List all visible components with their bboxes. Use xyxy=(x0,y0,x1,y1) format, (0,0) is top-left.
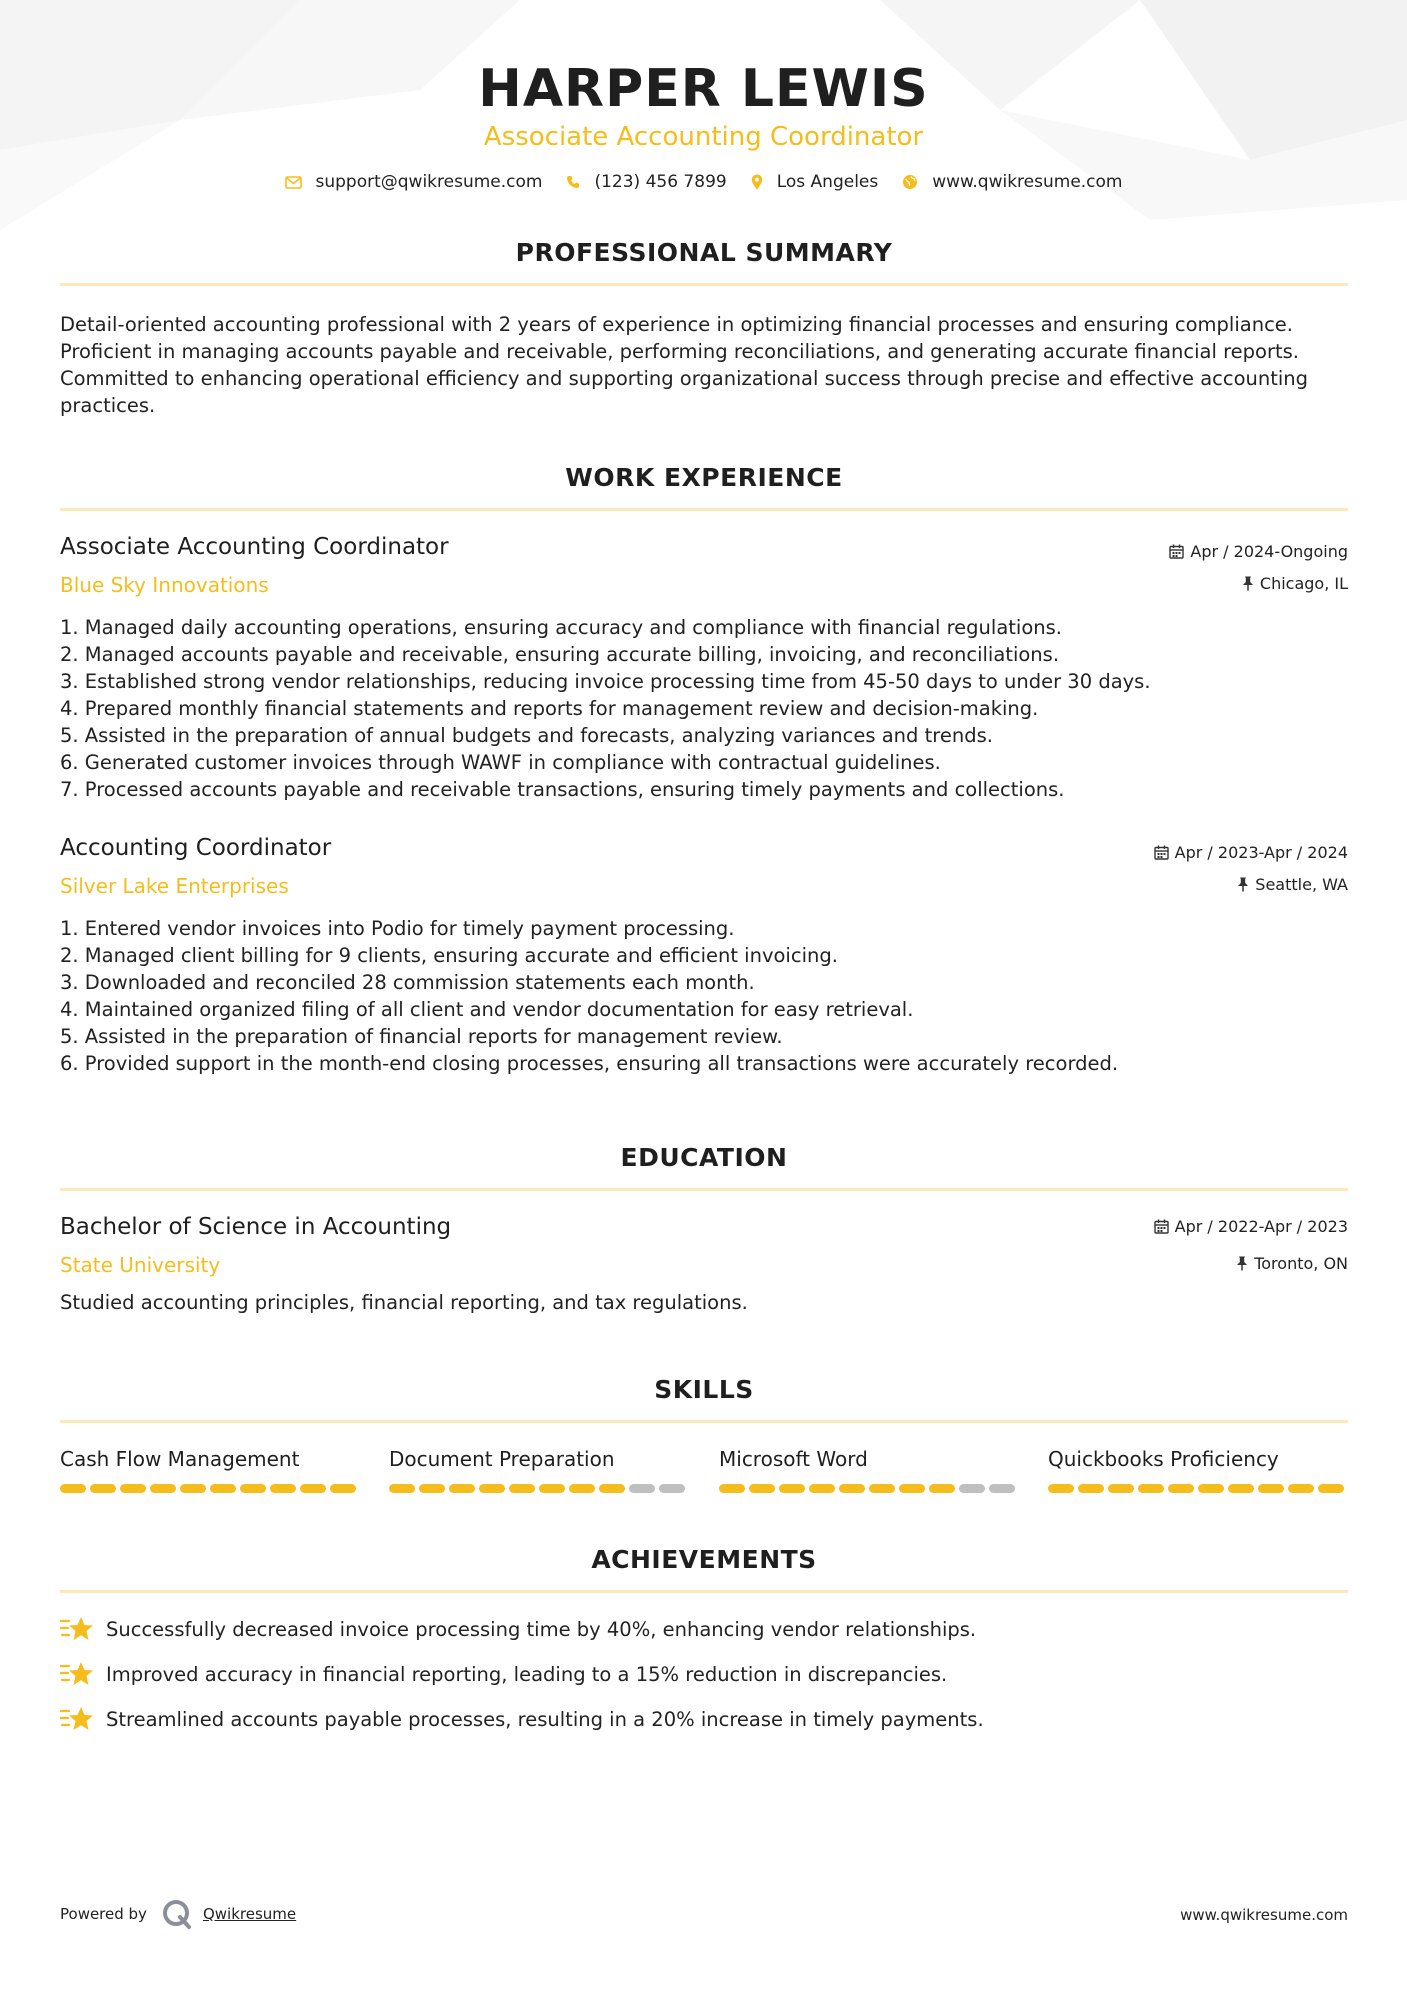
skill-segment-filled xyxy=(479,1484,505,1493)
skill-name: Quickbooks Proficiency xyxy=(1048,1447,1279,1471)
job-company: Silver Lake Enterprises xyxy=(60,874,289,898)
contact-bar xyxy=(0,172,1407,192)
list-item: 1. Managed daily accounting operations, ensuring accuracy and compliance with financial regulations. xyxy=(60,616,1062,639)
list-item: 3. Downloaded and reconciled 28 commission statements each month. xyxy=(60,971,755,994)
job-location-text: Chicago, IL xyxy=(1259,574,1348,593)
list-item: 2. Managed accounts payable and receivable, ensuring accurate billing, invoicing, and reconciliations. xyxy=(60,643,1060,666)
pushpin-icon xyxy=(1237,877,1249,892)
summary-divider xyxy=(60,283,1348,286)
job-dates-text: Apr / 2024-Ongoing xyxy=(1190,542,1348,561)
skill-segment-filled xyxy=(180,1484,206,1493)
skill-segment-filled xyxy=(569,1484,595,1493)
skill-level-bar xyxy=(60,1484,360,1493)
skill-segment-filled xyxy=(240,1484,266,1493)
skills-section-title: SKILLS xyxy=(654,1375,754,1404)
skill-segment-filled xyxy=(449,1484,475,1493)
contact-email-text: support@qwikresume.com xyxy=(315,172,543,192)
achievement-item xyxy=(60,1660,947,1688)
list-item: 3. Established strong vendor relationships, reducing invoice processing time from 45-50 days to under 30 days. xyxy=(60,670,1151,693)
skill-segment-filled xyxy=(1108,1484,1134,1493)
qwikresume-logo-icon xyxy=(161,1898,193,1930)
skill-segment-filled xyxy=(1078,1484,1104,1493)
skill-level-bar xyxy=(1048,1484,1348,1493)
star-achievement-icon xyxy=(60,1705,94,1733)
achievements-divider xyxy=(60,1590,1348,1593)
achievements-section-title: ACHIEVEMENTS xyxy=(591,1545,817,1574)
education-degree: Bachelor of Science in Accounting xyxy=(60,1214,452,1240)
contact-website[interactable] xyxy=(902,172,1122,192)
skill-segment-filled xyxy=(300,1484,326,1493)
globe-icon xyxy=(902,174,918,190)
list-item: 4. Prepared monthly financial statements and reports for management review and decision-making. xyxy=(60,697,1039,720)
skill-segment-filled xyxy=(150,1484,176,1493)
education-location xyxy=(1236,1254,1348,1273)
skill-segment-filled xyxy=(1198,1484,1224,1493)
calendar-icon xyxy=(1154,845,1169,860)
calendar-icon xyxy=(1169,544,1184,559)
skill-segment-filled xyxy=(839,1484,865,1493)
skill-name: Microsoft Word xyxy=(719,1447,868,1471)
job-location-text: Seattle, WA xyxy=(1255,875,1348,894)
skill-segment-filled xyxy=(120,1484,146,1493)
job-responsibilities xyxy=(60,614,1350,803)
education-school: State University xyxy=(60,1253,221,1277)
skill-item xyxy=(60,1445,360,1493)
star-achievement-icon xyxy=(60,1660,94,1688)
summary-section-title: PROFESSIONAL SUMMARY xyxy=(515,238,893,267)
skill-segment-filled xyxy=(389,1484,415,1493)
skill-level-bar xyxy=(719,1484,1019,1493)
job-responsibilities xyxy=(60,915,1350,1077)
summary-text: Detail-oriented accounting professional with 2 years of experience in optimizing financial processes and ensuring compliance. Proficient in managing accounts payable and receivable, performing reconciliations, and generating accurate financial reports. Committed to enhancing operational efficiency and supporting organizational success through precise and effective accounting practices. xyxy=(60,313,1309,417)
achievement-item xyxy=(60,1615,976,1643)
achievement-text: Improved accuracy in financial reporting, leading to a 15% reduction in discrepancies. xyxy=(106,1662,948,1686)
skills-divider xyxy=(60,1420,1348,1423)
skill-segment-filled xyxy=(419,1484,445,1493)
candidate-role: Associate Accounting Coordinator xyxy=(483,122,924,152)
skill-segment-filled xyxy=(330,1484,356,1493)
skill-segment-filled xyxy=(509,1484,535,1493)
achievement-text: Successfully decreased invoice processing time by 40%, enhancing vendor relationships. xyxy=(106,1617,977,1641)
skill-segment-filled xyxy=(929,1484,955,1493)
skill-item xyxy=(389,1445,689,1493)
list-item: 1. Entered vendor invoices into Podio for timely payment processing. xyxy=(60,917,735,940)
contact-phone[interactable] xyxy=(566,172,726,192)
skill-item xyxy=(1048,1445,1348,1493)
skill-name: Cash Flow Management xyxy=(60,1447,300,1471)
pushpin-icon xyxy=(1242,576,1254,591)
skill-item xyxy=(719,1445,1019,1493)
phone-icon xyxy=(566,175,580,189)
job-title: Accounting Coordinator xyxy=(60,835,332,861)
contact-location xyxy=(751,172,879,192)
skill-segment-filled xyxy=(539,1484,565,1493)
education-dates xyxy=(1154,1217,1348,1236)
skill-segment-filled xyxy=(1048,1484,1074,1493)
skill-segment-filled xyxy=(599,1484,625,1493)
map-pin-icon xyxy=(751,174,763,190)
list-item: 4. Maintained organized filing of all client and vendor documentation for easy retrieval. xyxy=(60,998,914,1021)
skill-segment-filled xyxy=(899,1484,925,1493)
contact-email[interactable] xyxy=(285,172,543,192)
skill-segment-filled xyxy=(809,1484,835,1493)
calendar-icon xyxy=(1154,1219,1169,1234)
star-achievement-icon xyxy=(60,1615,94,1643)
job-dates xyxy=(1154,843,1348,862)
skill-segment-filled xyxy=(749,1484,775,1493)
powered-by-label: Powered by xyxy=(60,1905,147,1923)
skill-segment-filled xyxy=(1288,1484,1314,1493)
list-item: 6. Provided support in the month-end closing processes, ensuring all transactions were accurately recorded. xyxy=(60,1052,1119,1075)
skill-segment-empty xyxy=(629,1484,655,1493)
skill-segment-empty xyxy=(989,1484,1015,1493)
achievement-text: Streamlined accounts payable processes, resulting in a 20% increase in timely payments. xyxy=(106,1707,984,1731)
skill-segment-filled xyxy=(869,1484,895,1493)
education-description: Studied accounting principles, financial reporting, and tax regulations. xyxy=(60,1291,748,1314)
job-location xyxy=(1242,574,1348,593)
education-section-title: EDUCATION xyxy=(620,1143,788,1172)
footer-powered-by xyxy=(60,1898,296,1930)
list-item: 2. Managed client billing for 9 clients, ensuring accurate and efficient invoicing. xyxy=(60,944,838,967)
skill-segment-filled xyxy=(1168,1484,1194,1493)
job-company: Blue Sky Innovations xyxy=(60,573,269,597)
education-divider xyxy=(60,1188,1348,1191)
list-item: 6. Generated customer invoices through WAWF in compliance with contractual guidelines. xyxy=(60,751,941,774)
job-title: Associate Accounting Coordinator xyxy=(60,534,449,560)
qwikresume-link[interactable]: Qwikresume xyxy=(202,1905,297,1923)
skill-segment-empty xyxy=(959,1484,985,1493)
list-item: 5. Assisted in the preparation of annual budgets and forecasts, analyzing variances and trends. xyxy=(60,724,993,747)
skill-segment-filled xyxy=(1138,1484,1164,1493)
skill-segment-filled xyxy=(719,1484,745,1493)
skill-segment-filled xyxy=(210,1484,236,1493)
skill-segment-filled xyxy=(779,1484,805,1493)
education-dates-text: Apr / 2022-Apr / 2023 xyxy=(1174,1217,1348,1236)
job-dates-text: Apr / 2023-Apr / 2024 xyxy=(1174,843,1348,862)
skill-segment-filled xyxy=(60,1484,86,1493)
skill-segment-filled xyxy=(1258,1484,1284,1493)
list-item: 5. Assisted in the preparation of financial reports for management review. xyxy=(60,1025,783,1048)
skill-level-bar xyxy=(389,1484,689,1493)
skill-segment-filled xyxy=(270,1484,296,1493)
skill-segment-empty xyxy=(659,1484,685,1493)
job-dates xyxy=(1169,542,1348,561)
pushpin-icon xyxy=(1236,1256,1248,1271)
skill-name: Document Preparation xyxy=(389,1447,615,1471)
job-location xyxy=(1237,875,1348,894)
footer-website[interactable]: www.qwikresume.com xyxy=(1180,1906,1348,1924)
list-item: 7. Processed accounts payable and receivable transactions, ensuring timely payments and collections. xyxy=(60,778,1065,801)
achievement-item xyxy=(60,1705,984,1733)
contact-phone-text: (123) 456 7899 xyxy=(594,172,727,192)
experience-section-title: WORK EXPERIENCE xyxy=(565,463,843,492)
contact-location-text: Los Angeles xyxy=(776,172,879,192)
skill-segment-filled xyxy=(1228,1484,1254,1493)
contact-website-text: www.qwikresume.com xyxy=(932,172,1123,192)
skill-segment-filled xyxy=(1318,1484,1344,1493)
resume-header xyxy=(0,58,1407,154)
education-location-text: Toronto, ON xyxy=(1254,1254,1348,1273)
envelope-icon xyxy=(285,176,302,189)
skill-segment-filled xyxy=(90,1484,116,1493)
candidate-name: HARPER LEWIS xyxy=(478,59,929,119)
experience-divider xyxy=(60,508,1348,511)
